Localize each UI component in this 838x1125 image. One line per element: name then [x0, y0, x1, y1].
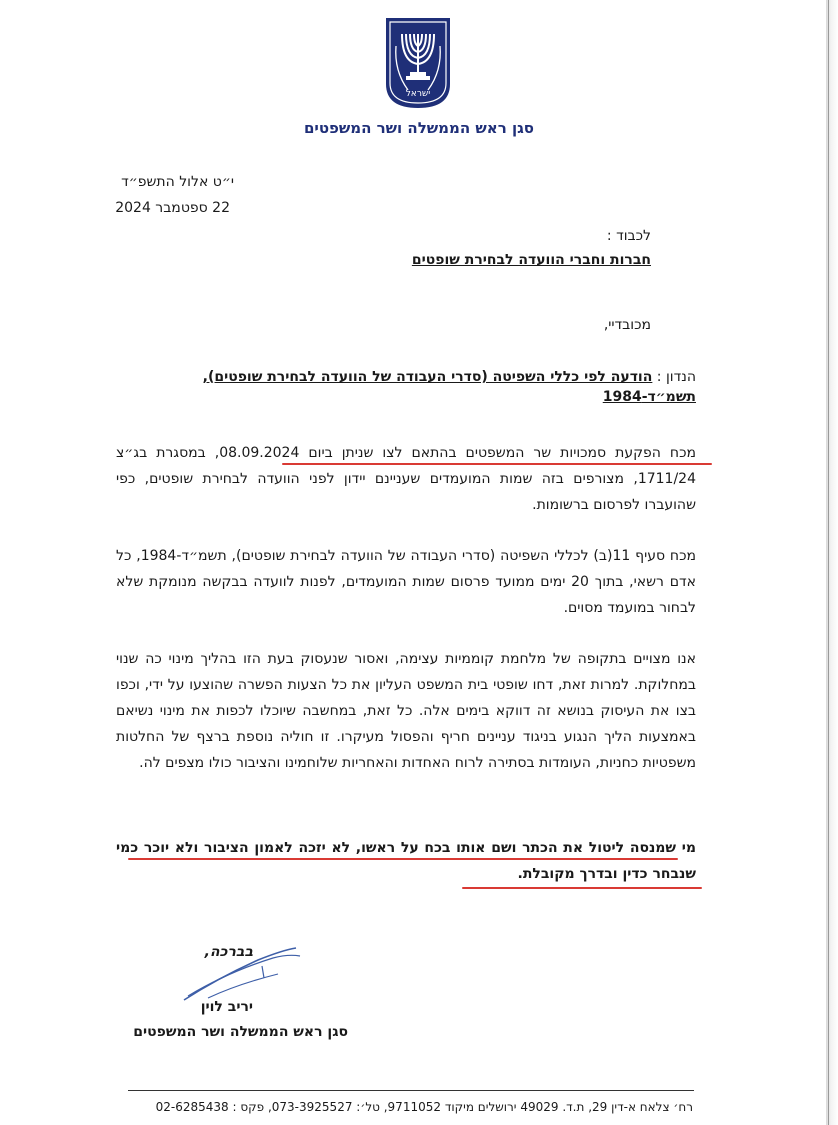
emphasis-paragraph: מי שמנסה ליטול את הכתר ושם אותו בכח על ראשו, לא יזכה לאמון הציבור ולא יוכר כמי שנבחר כדין ובדרך מקובלת. [116, 840, 696, 882]
greeting: מכובדיי, [603, 317, 651, 333]
body-paragraph-1: מכח הפקעת סמכויות שר המשפטים בהתאם לצו שניתן ביום 08.09.2024, במסגרת בג״צ 1711/24, מצורפים בזה שמות המועמדים שעניינם יידון לפני הוועדה לבחירת שופטים, כפי שהועברו לפרסום ברשומות. [116, 445, 696, 513]
highlight-underline-2 [128, 858, 678, 860]
body-paragraph-2: מכח סעיף 11(ב) לכללי השפיטה (סדרי העבודה של הוועדה לבחירת שופטים), תשמ״ד-1984, כל אדם רשאי, בתוך 20 ימים ממועד פרסום שמות המועמדים, לפנות לוועדה בבקשה מנומקת שלא לבחור במועמד מסוים. [116, 548, 697, 616]
subject-line [116, 367, 696, 407]
emblem-text: ישראל [405, 89, 431, 99]
sign-off: בברכה, [204, 944, 253, 960]
signer-name: יריב לוין [200, 999, 253, 1015]
subject-text: הודעה לפי כללי השפיטה (סדרי העבודה של הוועדה לבחירת שופטים), תשמ״ד-1984 [202, 369, 696, 405]
body-paragraph-3: אנו מצויים בתקופה של מלחמת קוממיות עצימה, ואסור שנעסוק בעת הזו בהליך מינוי כה שנוי במחלוקת. למרות זאת, דחו שופטי בית המשפט העליון את כל הצעות הפשרה שהוצעו על ידי, וכפו בצו את העיסוק בנושא זה דווקא בימים אלה. כל זאת, במחשבה שיוכלו לכפות את מינוי נשיאם באמצעות הליך הנגוע בניגוד עניינים חריף והפסול מעיקרו. זו חוליה נוספת ברצף של החלטות משפטיות כחניות, העומדות בסתירה לרוח האחדות והאחריות שלוחמינו והציבור כולו מצפים לה. [116, 651, 696, 771]
subject-label: הנדון : [652, 369, 696, 385]
highlight-underline-1 [282, 463, 712, 465]
signer-title: סגן ראש הממשלה ושר המשפטים [133, 1024, 348, 1040]
highlight-underline-3 [462, 887, 702, 889]
menorah-emblem-icon [384, 16, 452, 110]
recipient-label: לכבוד : [606, 228, 651, 244]
footer-divider [128, 1090, 694, 1091]
page-edge-shadow [826, 0, 838, 1125]
hebrew-date: י״ט אלול התשפ״ד [121, 174, 234, 190]
office-title: סגן ראש הממשלה ושר המשפטים [303, 119, 535, 137]
handwritten-signature-icon [178, 938, 308, 1008]
gregorian-date: 22 ספטמבר 2024 [115, 200, 230, 216]
footer-address: רח׳ צלאח א-דין 29, ת.ד. 49029 ירושלים מיקוד 9711052, טל׳: 073-3925527, פקס : 02-6285438 [155, 1100, 693, 1114]
recipient-name: חברות וחברי הוועדה לבחירת שופטים [411, 252, 651, 268]
